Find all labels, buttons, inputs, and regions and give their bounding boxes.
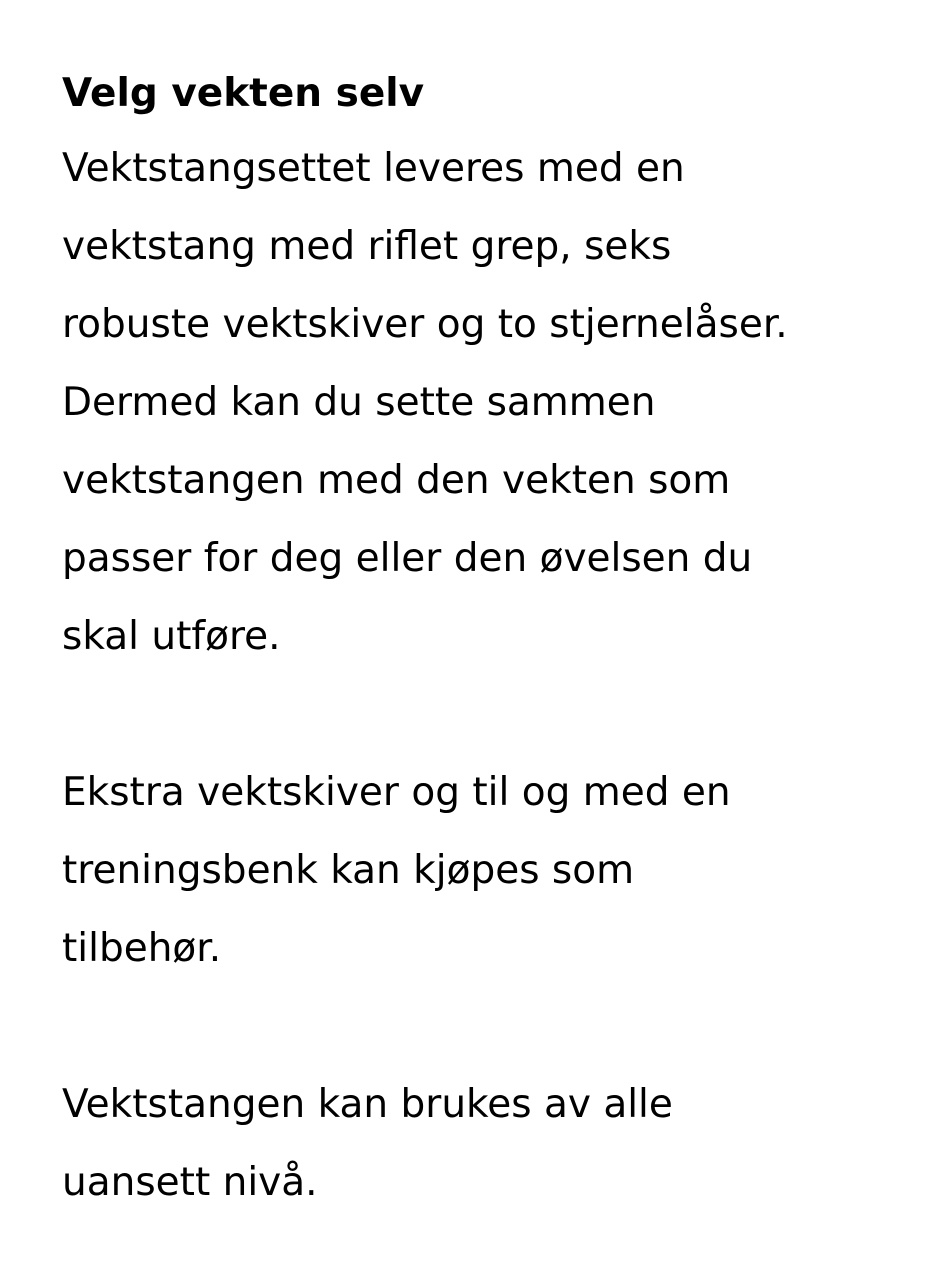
document-body <box>62 58 922 1222</box>
paragraph-spacer <box>62 988 922 1066</box>
paragraph-line: vektstang med riflet grep, seks <box>62 224 672 269</box>
document-heading: Velg vekten selv <box>62 71 425 116</box>
paragraph-line: skal utføre. <box>62 614 281 659</box>
paragraph-line: robuste vektskiver og to stjernelåser. <box>62 302 788 347</box>
paragraph-line: Vektstangsettet leveres med en <box>62 146 685 191</box>
paragraph-line: Dermed kan du sette sammen <box>62 380 656 425</box>
paragraph-accessories <box>62 754 922 988</box>
paragraph-audience <box>62 1066 922 1222</box>
paragraph-line: Ekstra vektskiver og til og med en <box>62 770 731 815</box>
paragraph-line: tilbehør. <box>62 926 222 971</box>
paragraph-line: Vektstangen kan brukes av alle <box>62 1082 673 1127</box>
paragraph-line: passer for deg eller den øvelsen du <box>62 536 753 581</box>
paragraph-line: vektstangen med den vekten som <box>62 458 731 503</box>
paragraph-line: treningsbenk kan kjøpes som <box>62 848 635 893</box>
paragraph-description <box>62 130 922 676</box>
paragraph-spacer <box>62 676 922 754</box>
paragraph-line: uansett nivå. <box>62 1160 318 1205</box>
